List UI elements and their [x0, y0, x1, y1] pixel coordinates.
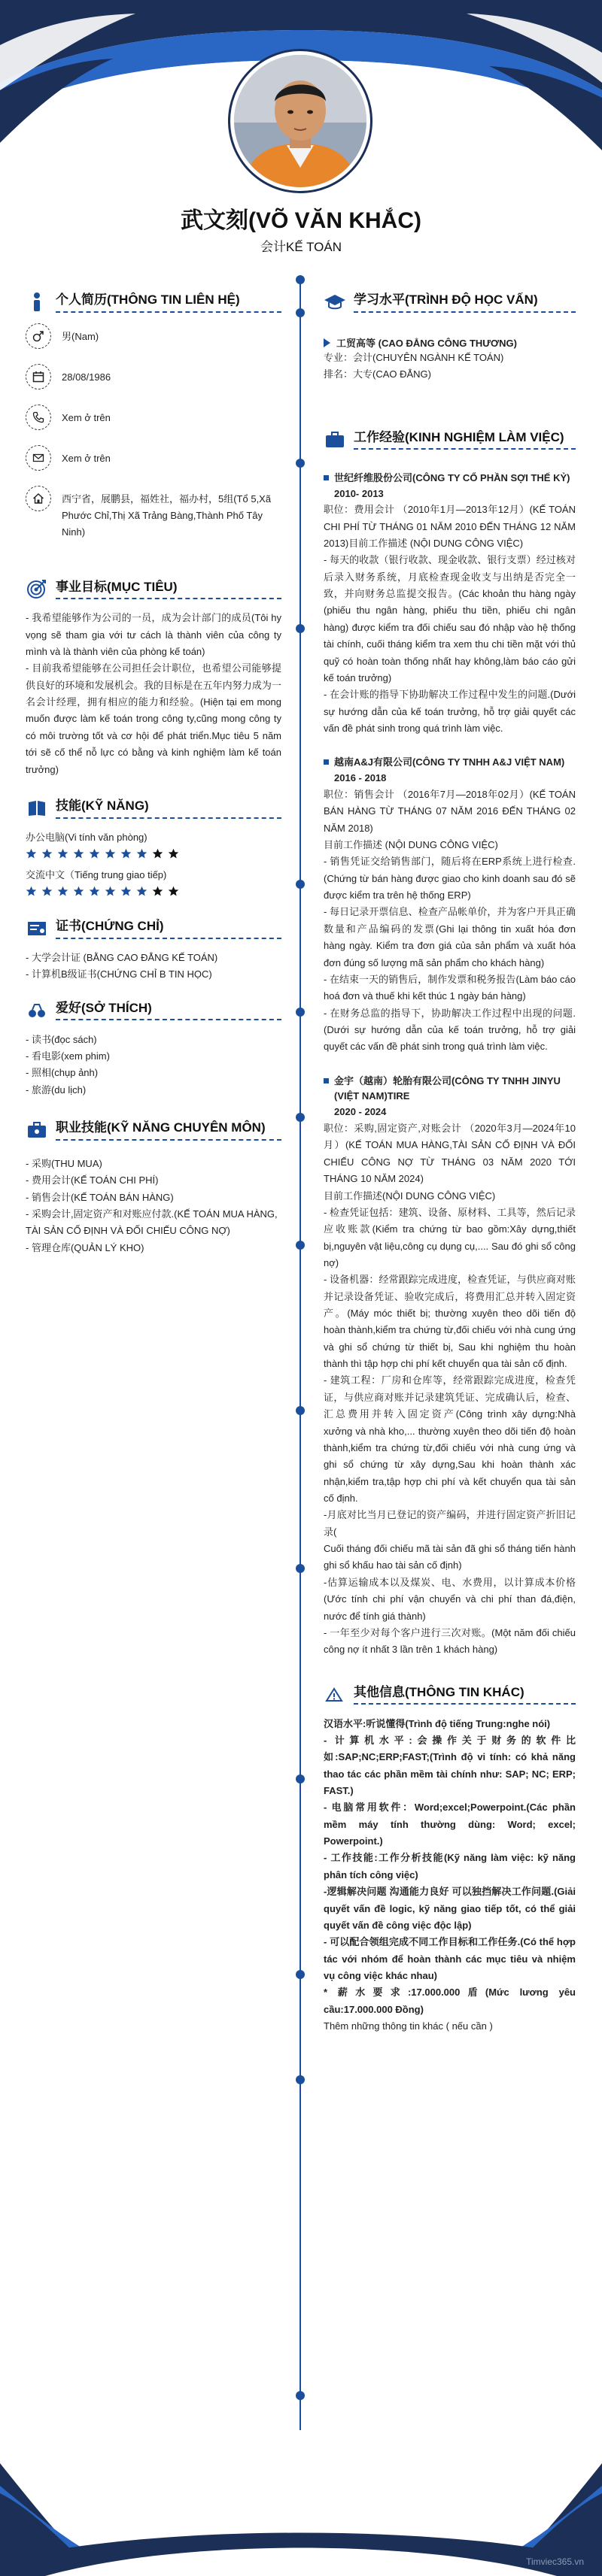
job-entry — [324, 1074, 576, 1659]
timeline-dot — [296, 275, 305, 284]
job-entry — [324, 755, 576, 1055]
objective-text — [26, 610, 281, 778]
section-certificates-header — [26, 915, 281, 942]
left-column — [26, 289, 281, 1256]
job-line: - 每日记录开票信息、检查产品帐单价，并为客户开具正确数量和产品编码的发票(Ghi lại thông tin xuất hóa đơn hàng ngày. Kiểm tra đơn giá của sản phẩm và xuất hóa đơn đúng số lượng mã sản phẩm cho khách hàng) — [324, 906, 576, 968]
info-icon — [324, 1683, 346, 1706]
job-line: - 建筑工程：厂房和仓库等，经常跟踪完成进度，检查凭证，与供应商对账并记录建筑凭证、完成确认后，检查、汇总费用并转入固定资产(Công trình xây dựng:Nhà xưởng và nhà kho,... thường xuyên theo dõi tiến độ hoàn thành,kiểm tra chứng từ,đối chiếu với nhà cung ứng và ghi sổ chứng từ xây dựng,Sau khi hoàn thành xác nhận,kiểm tra,tập hợp chi phí và kết chuyển qua tài sản cố định. — [324, 1374, 576, 1504]
job-company: 世纪纤维股份公司(CÔNG TY CỔ PHẦN SỢI THẾ KỶ) — [324, 471, 576, 486]
timeline-dot — [296, 459, 305, 468]
education-rank: 排名：大专(CAO ĐẲNG) — [324, 368, 432, 380]
section-personal-header — [26, 289, 281, 316]
job-line: - 在结束一天的销售后，制作发票和税务报告(Làm báo cáo hoá đơn và thuế khi kết thúc 1 ngày bán hàng) — [324, 973, 576, 1002]
skill-label: 交流中文（Tiếng trung giao tiếp) — [26, 868, 167, 880]
target-icon — [26, 577, 48, 600]
info-address — [26, 486, 281, 541]
info-dob — [26, 364, 281, 389]
profile-photo — [230, 51, 370, 191]
star-filled-icon — [41, 886, 53, 897]
skill-item — [26, 829, 281, 859]
hobby-list — [26, 1032, 281, 1099]
certificate-icon — [26, 917, 48, 940]
skill-rating — [26, 886, 281, 897]
job-line: - 一年至少对每个客户进行三次对账。(Một năm đối chiếu công nợ ít nhất 3 lần trên 1 khách hàng) — [324, 1626, 576, 1656]
star-filled-icon — [73, 848, 84, 859]
candidate-role: 会计KẾ TOÁN — [260, 240, 342, 254]
briefcase-icon — [26, 1119, 48, 1141]
other-line: * 薪水要求:17.000.000盾(Mức lương yêu cầu:17.000.000 Đồng) — [324, 1987, 576, 2015]
section-title: 职业技能(KỸ NĂNG CHUYÊN MÔN) — [56, 1120, 281, 1140]
job-line: Cuối tháng đối chiếu mã tài sản đã ghi sổ tháng tiến hành ghi sổ khấu hao tài sản cố định) — [324, 1543, 576, 1571]
section-jobskills-header — [26, 1112, 281, 1148]
job-date: 2016 - 2018 — [334, 772, 387, 784]
job-line: -月底对比当月已登记的资产编码，并进行固定资产折旧记录( — [324, 1509, 576, 1538]
jobskill-list — [26, 1156, 281, 1256]
job-entry — [324, 471, 576, 738]
skill-label: 办公电脑(Vi tính văn phòng) — [26, 831, 147, 843]
job-line: 职位：销售会计 （2016年7月—2018年02月）(KẾ TOÁN BÁN HÀNG TỪ THÁNG 07 NĂM 2016 ĐẾN THÁNG 02 NĂM 2018) — [324, 788, 576, 834]
school-name: 工贸高等 (CAO ĐẲNG CÔNG THƯƠNG) — [336, 338, 517, 349]
candidate-name: 武文刻(VÕ VĂN KHẮC) — [181, 208, 421, 233]
star-filled-icon — [89, 848, 100, 859]
other-line: - 计算机水平:会操作关于财务的软件比如:SAP;NC;ERP;FAST;(Trình độ vi tính: có khả năng thao tác các phần mềm tài chính như: SAP; NC; ERP; FAST.) — [324, 1734, 576, 1797]
timeline-dot — [296, 308, 305, 317]
briefcase-icon — [324, 429, 346, 451]
objective-paragraph: - 我希望能够作为公司的一员，成为会计部门的成员(Tôi hy vọng sẽ tham gia với tư cách là thành viên của công ty mình và là thành viên của phòng kế toán) — [26, 612, 281, 657]
star-filled-icon — [120, 886, 132, 897]
star-filled-icon — [120, 848, 132, 859]
star-filled-icon — [57, 886, 68, 897]
timeline-dot — [296, 1774, 305, 1784]
job-company: 金宇（越南）轮胎有限公司(CÔNG TY TNHH JINYU (VIỆT NAM)TIRE — [324, 1074, 576, 1105]
list-item: - 采购会计,固定资产和对账应付款.(KẾ TOÁN MUA HÀNG, TÀI SẢN CỐ ĐỊNH VÀ ĐỐI CHIẾU CÔNG NỢ) — [26, 1208, 278, 1237]
section-skills-header — [26, 795, 281, 822]
square-bullet-icon — [324, 475, 329, 480]
job-line: 职位：采购,固定资产,对账会计 （2020年3月—2024年10月）(KẾ TOÁN MUA HÀNG,TÀI SẢN CỐ ĐỊNH VÀ ĐỐI CHIẾU CÔNG NỢ TỪ THÁNG 03 NĂM 2020 TỚI THÁNG 10 NĂM 2024) — [324, 1123, 576, 1185]
job-line: -估算运输成本以及煤炭、电、水费用，以计算成本价格(Ước tính chi phí vận chuyển và chi phí than đá,điện, nước để tính giá thành) — [324, 1576, 576, 1622]
skills-book-icon — [26, 797, 48, 820]
star-filled-icon — [26, 886, 37, 897]
person-photo-icon — [234, 55, 366, 187]
gender-icon — [26, 323, 51, 349]
star-filled-icon — [105, 848, 116, 859]
education-school — [324, 335, 576, 350]
email-value: Xem ở trên — [62, 453, 111, 464]
list-item: - 旅游(du lịch) — [26, 1083, 87, 1096]
timeline-dot — [296, 1970, 305, 1979]
star-filled-icon — [57, 848, 68, 859]
square-bullet-icon — [324, 1078, 329, 1083]
education-major: 专业：会计(CHUYÊN NGÀNH KẾ TOÁN) — [324, 352, 504, 363]
job-description — [324, 786, 576, 1056]
other-line: Thêm những thông tin khác ( nếu cần ) — [324, 2020, 493, 2032]
timeline-dot — [296, 2075, 305, 2084]
section-education-header — [324, 289, 576, 316]
other-line: 汉语水平:听说懂得(Trình độ tiếng Trung:nghe nói) — [324, 1717, 551, 1729]
email-icon — [26, 445, 51, 471]
timeline-dot — [296, 2391, 305, 2400]
person-info-icon — [26, 291, 48, 314]
job-company: 越南A&J有限公司(CÔNG TY TNHH A&J VIỆT NAM) — [324, 755, 576, 771]
star-filled-icon — [105, 886, 116, 897]
job-description — [324, 502, 576, 737]
star-filled-icon — [41, 848, 53, 859]
list-item: - 管理仓库(QUẢN LÝ KHO) — [26, 1241, 144, 1253]
list-item: - 费用会计(KẾ TOÁN CHI PHÍ) — [26, 1174, 159, 1186]
star-filled-icon — [136, 848, 147, 859]
job-line: 目前工作描述(NỘI DUNG CÔNG VIỆC) — [324, 1190, 496, 1202]
dob-value: 28/08/1986 — [62, 371, 111, 383]
job-line: - 设备机器：经常跟踪完成进度，检查凭证，与供应商对账并记录设备凭证、验收完成后，将费用汇总并转入固定资产。(Máy móc thiết bị; thường xuyên theo dõi tiến độ hoàn thành,kiểm tra chứng từ,đối chiếu với nhà cung ứng và ghi sổ chứng từ thiết bị, Sau khi nghiệm thu hoàn thành thì tập hợp chi phí kết chuyển qua tài sản cố định. — [324, 1274, 576, 1370]
other-line: - 可以配合领组完成不同工作目标和工作任务.(Có thể hợp tác với nhóm để hoàn thành các mục tiêu và nhiệm vụ công việc khác nhau) — [324, 1936, 576, 1981]
section-title: 个人简历(THÔNG TIN LIÊN HỆ) — [56, 292, 281, 312]
center-timeline — [299, 280, 301, 2430]
list-item: - 读书(đọc sách) — [26, 1033, 97, 1045]
section-other-header — [324, 1681, 576, 1708]
graduation-cap-icon — [324, 291, 346, 314]
gender-value: 男(Nam) — [62, 331, 99, 342]
job-line: - 销售凭证交给销售部门，随后将在ERP系统上进行检查.(Chứng từ bán hàng được giao cho kinh doanh sau đó sẽ được kiểm tra trên hệ thống ERP) — [324, 856, 576, 902]
job-line: - 每天的收款（银行收款、现金收款、银行支票）经过核对后录入财务系统，月底检查现金收支与出纳是否完全一致，并向财务总监提交报告。(Các khoản thu hàng ngày (phiếu thu ngân hàng, phiếu thu tiền, phiếu chi ngân hàng) được kiểm tra đối chiếu sau đó nhập vào hệ thống tài chính, cuối tháng kiểm tra xem thu chi tiền mặt với thủ quỹ có hoàn toàn thống nhất hay không,làm báo cáo gửi kế toán trưởng) — [324, 554, 576, 683]
job-line: - 在财务总监的指导下，协助解决工作过程中出现的问题.(Dưới sự hướng dẫn của kế toán trưởng, hỗ trợ giải quyết các vấn đề phát sinh trong quá trình làm việc. — [324, 1007, 576, 1053]
star-empty-icon — [168, 886, 179, 897]
phone-value: Xem ở trên — [62, 412, 111, 423]
triangle-bullet-icon — [324, 338, 330, 347]
objective-paragraph: - 目前我希望能够在公司担任会计职位，也希望公司能够提供良好的环境和发展机会。我的目标是在五年内努力成为一名会计经理，拥有相应的能力和经验。(Hiện tại em mong muốn được làm kế toán trong công ty,cũng mong công ty có môi trường tốt và cơ hội để phát triển.Mục tiêu 5 năm tới sẽ cố thể nỗ lực có bằng và kinh nghiệm làm kế toán trưởng) — [26, 662, 281, 775]
job-line: 职位：费用会计 （2010年1月—2013年12月）(KẾ TOÁN CHI PHÍ TỪ THÁNG 01 NĂM 2010 ĐẾN THÁNG 12 NĂM 2013)目前工作描述 (NỘI DUNG CÔNG VIỆC) — [324, 504, 576, 550]
footer-wave-decoration — [0, 2433, 602, 2576]
list-item: - 大学会计证 (BẰNG CAO ĐẲNG KẾ TOÁN) — [26, 951, 218, 963]
home-icon — [26, 486, 51, 511]
star-empty-icon — [152, 848, 163, 859]
other-line: - 电脑常用软件：Word;excel;Powerpoint.(Các phần mềm máy tính thường dùng: Word; excel; Powerpoint.) — [324, 1802, 576, 1847]
info-gender — [26, 323, 281, 349]
other-line: -逻辑解决问题 沟通能力良好 可以独挡解决工作问题.(Giải quyết vấn đề logic, kỹ năng giao tiếp tốt, có thể giải quyết vấn đề công việc độc lập) — [324, 1886, 576, 1931]
star-filled-icon — [26, 848, 37, 859]
skill-rating — [26, 848, 281, 859]
hobby-icon — [26, 999, 48, 1022]
list-item: - 看电影(xem phim) — [26, 1050, 110, 1062]
info-phone — [26, 405, 281, 430]
timeline-dot — [296, 1008, 305, 1017]
timeline-dot — [296, 1113, 305, 1122]
list-item: - 销售会计(KẾ TOÁN BÁN HÀNG) — [26, 1191, 174, 1203]
address-value: 西宁省，展鹏县，福姓社，福办村，5组(Tổ 5,Xã Phước Chỉ,Thị Xã Trảng Bàng,Thành Phố Tây Ninh) — [62, 493, 272, 538]
section-title: 其他信息(THÔNG TIN KHÁC) — [354, 1684, 576, 1705]
timeline-dot — [296, 1564, 305, 1573]
section-hobbies-header — [26, 997, 281, 1024]
watermark: Timviec365.vn — [526, 2556, 584, 2567]
list-item: - 采购(THU MUA) — [26, 1158, 102, 1170]
certificate-list — [26, 950, 281, 983]
other-info-text — [324, 1716, 576, 2035]
job-date: 2020 - 2024 — [334, 1106, 387, 1118]
section-title: 学习水平(TRÌNH ĐỘ HỌC VẤN) — [354, 292, 576, 312]
job-date: 2010- 2013 — [334, 487, 384, 499]
calendar-icon — [26, 364, 51, 389]
list-item: - 计算机B级证书(CHỨNG CHỈ B TIN HỌC) — [26, 968, 212, 980]
job-line: - 检查凭证包括：建筑、设备、原材料、工具等，然后记录应收账款(Kiểm tra chứng từ bao gồm:Xây dựng,thiết bị,nguyên vật liệu,công cụ dụng cụ,.... Sau đó ghi sổ công nợ) — [324, 1206, 576, 1268]
timeline-dot — [296, 1241, 305, 1250]
star-empty-icon — [168, 848, 179, 859]
job-line: 目前工作描述 (NỘI DUNG CÔNG VIỆC) — [324, 839, 498, 851]
square-bullet-icon — [324, 759, 329, 765]
star-filled-icon — [89, 886, 100, 897]
info-email — [26, 445, 281, 471]
list-item: - 照相(chụp ảnh) — [26, 1067, 99, 1079]
job-line: - 在会计账的指导下协助解决工作过程中发生的问题.(Dưới sự hướng dẫn của kế toán trưởng, hỗ trợ giải quyết các vấn đề phát sinh trong quá trình làm việc. — [324, 689, 576, 734]
timeline-dot — [296, 880, 305, 889]
section-objective-header — [26, 575, 281, 602]
timeline-dot — [296, 624, 305, 633]
star-filled-icon — [136, 886, 147, 897]
phone-icon — [26, 405, 51, 430]
timeline-dot — [296, 1406, 305, 1415]
right-column — [324, 289, 576, 2035]
other-line: - 工作技能:工作分析技能(Kỹ năng làm việc: kỹ năng phân tích công việc) — [324, 1852, 576, 1880]
skill-item — [26, 867, 281, 897]
job-description — [324, 1120, 576, 1659]
section-title: 事业目标(MỤC TIÊU) — [56, 579, 281, 599]
section-title: 爱好(SỞ THÍCH) — [56, 1000, 281, 1020]
section-title: 工作经验(KINH NGHIỆM LÀM VIỆC) — [354, 429, 576, 450]
section-title: 技能(KỸ NĂNG) — [56, 798, 281, 818]
section-title: 证书(CHỨNG CHỈ) — [56, 918, 281, 938]
star-filled-icon — [73, 886, 84, 897]
section-experience-header — [324, 417, 576, 463]
star-empty-icon — [152, 886, 163, 897]
